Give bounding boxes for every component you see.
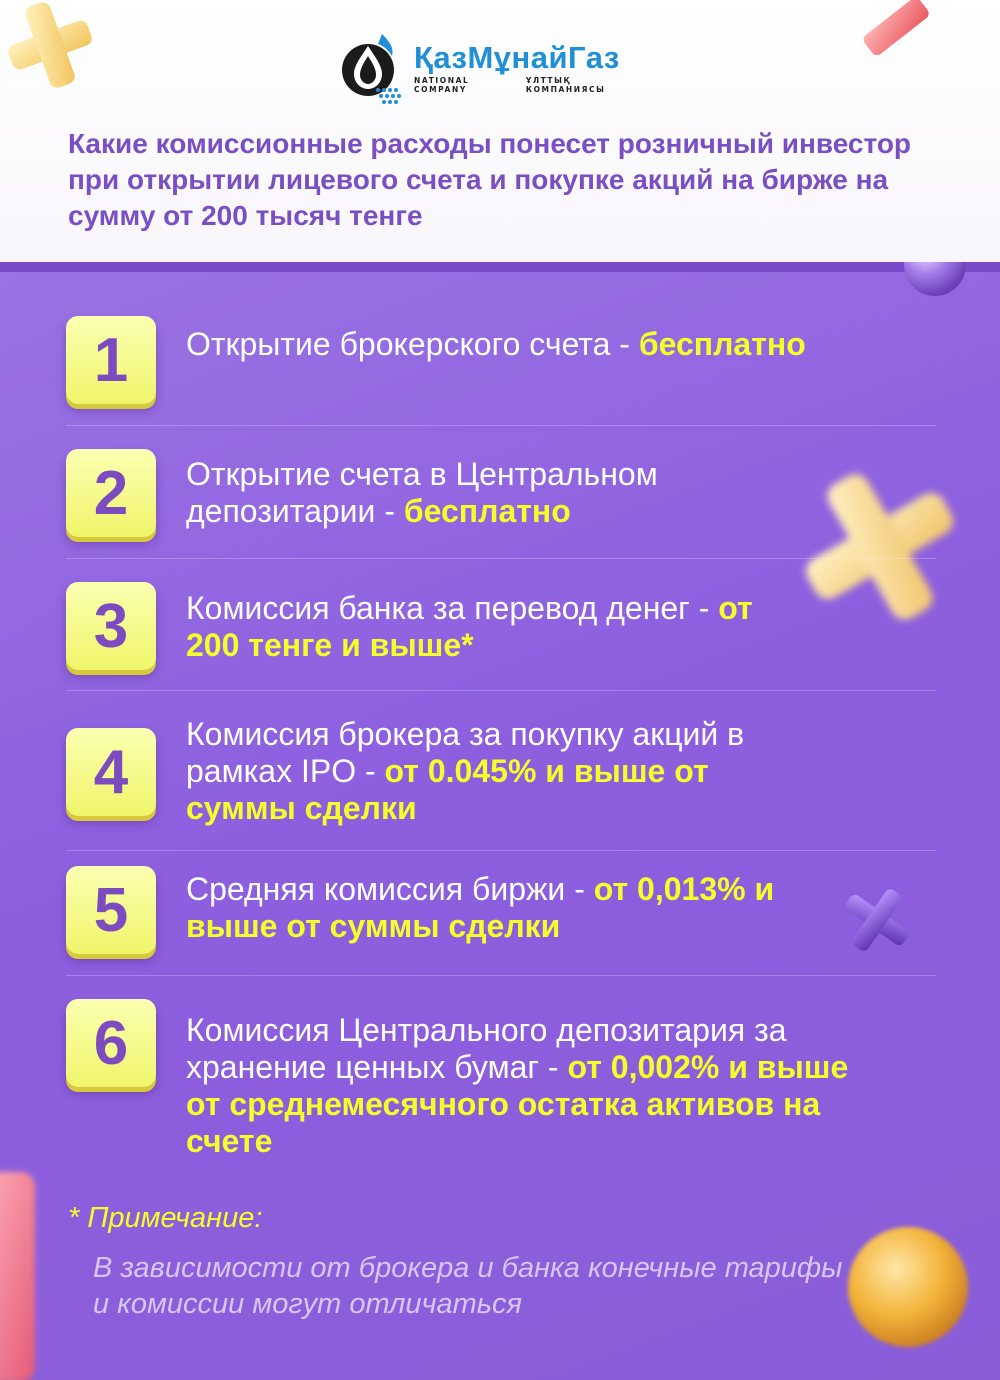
brand-name: ҚазМұнайГаз xyxy=(414,40,620,75)
brand-subtitle-kz: ҰЛТТЫҚ КОМПАНИЯСЫ xyxy=(525,76,606,94)
step-number-badge: 6 xyxy=(66,999,156,1087)
step-number-badge: 1 xyxy=(66,316,156,404)
note-body: В зависимости от брокера и банка конечные тарифы и комиссии могут отличаться xyxy=(93,1252,843,1320)
step-number-badge: 5 xyxy=(66,866,156,954)
brand-subtitle-en: NATIONAL COMPANY xyxy=(414,76,470,94)
step-number-badge: 3 xyxy=(66,582,156,670)
list-item xyxy=(66,866,936,956)
list-item xyxy=(66,999,936,1159)
item-highlight: от 200 тенге и выше* xyxy=(186,590,753,663)
item-divider xyxy=(66,975,936,976)
note-title: * Примечание: xyxy=(68,1202,263,1234)
list-item xyxy=(66,582,936,672)
item-highlight: бесплатно xyxy=(403,493,571,529)
item-text xyxy=(186,456,746,530)
page-title: Какие комиссионные расходы понесет розничный инвестор при открытии лицевого счета и покупке акций на бирже на сумму от 200 тысяч тенге xyxy=(68,128,912,231)
list-item xyxy=(66,716,936,826)
panel-divider xyxy=(0,262,1000,272)
item-highlight: бесплатно xyxy=(638,326,806,362)
item-text xyxy=(186,326,906,363)
item-text xyxy=(186,590,806,664)
item-divider xyxy=(66,558,936,559)
fees-panel xyxy=(0,262,1000,1380)
item-divider xyxy=(66,690,936,691)
pink-block-decoration xyxy=(0,1162,50,1380)
item-text xyxy=(186,1012,866,1160)
item-description: Открытие счета в Центральном депозитарии - xyxy=(186,456,658,529)
item-highlight: от 0.045% и выше от суммы сделки xyxy=(186,753,709,826)
list-item xyxy=(66,449,936,539)
red-bar-decoration xyxy=(855,0,935,60)
item-description: Комиссия Центрального депозитария за хранение ценных бумаг - xyxy=(186,1012,787,1085)
flame-drop-logo-icon xyxy=(338,28,404,108)
step-number-badge: 2 xyxy=(66,449,156,537)
item-text xyxy=(186,871,776,945)
purple-sphere-decoration xyxy=(900,262,970,300)
item-highlight: от 0,002% и выше от среднемесячного остатка активов на счете xyxy=(186,1049,849,1159)
item-divider xyxy=(66,425,936,426)
header-area xyxy=(0,0,1000,262)
yellow-cross-decoration xyxy=(0,0,110,100)
brand-logo xyxy=(338,28,654,108)
list-item xyxy=(66,316,936,406)
item-description: Открытие брокерского счета - xyxy=(186,326,639,362)
item-description: Комиссия брокера за покупку акций в рамках IPO - xyxy=(186,716,745,789)
orange-sphere-decoration xyxy=(838,1217,978,1357)
item-highlight: от 0,013% и выше от суммы сделки xyxy=(186,871,775,944)
item-divider xyxy=(66,850,936,851)
item-text xyxy=(186,716,826,827)
item-description: Средняя комиссия биржи - xyxy=(186,871,594,907)
item-description: Комиссия банка за перевод денег - xyxy=(186,590,719,626)
step-number-badge: 4 xyxy=(66,728,156,816)
